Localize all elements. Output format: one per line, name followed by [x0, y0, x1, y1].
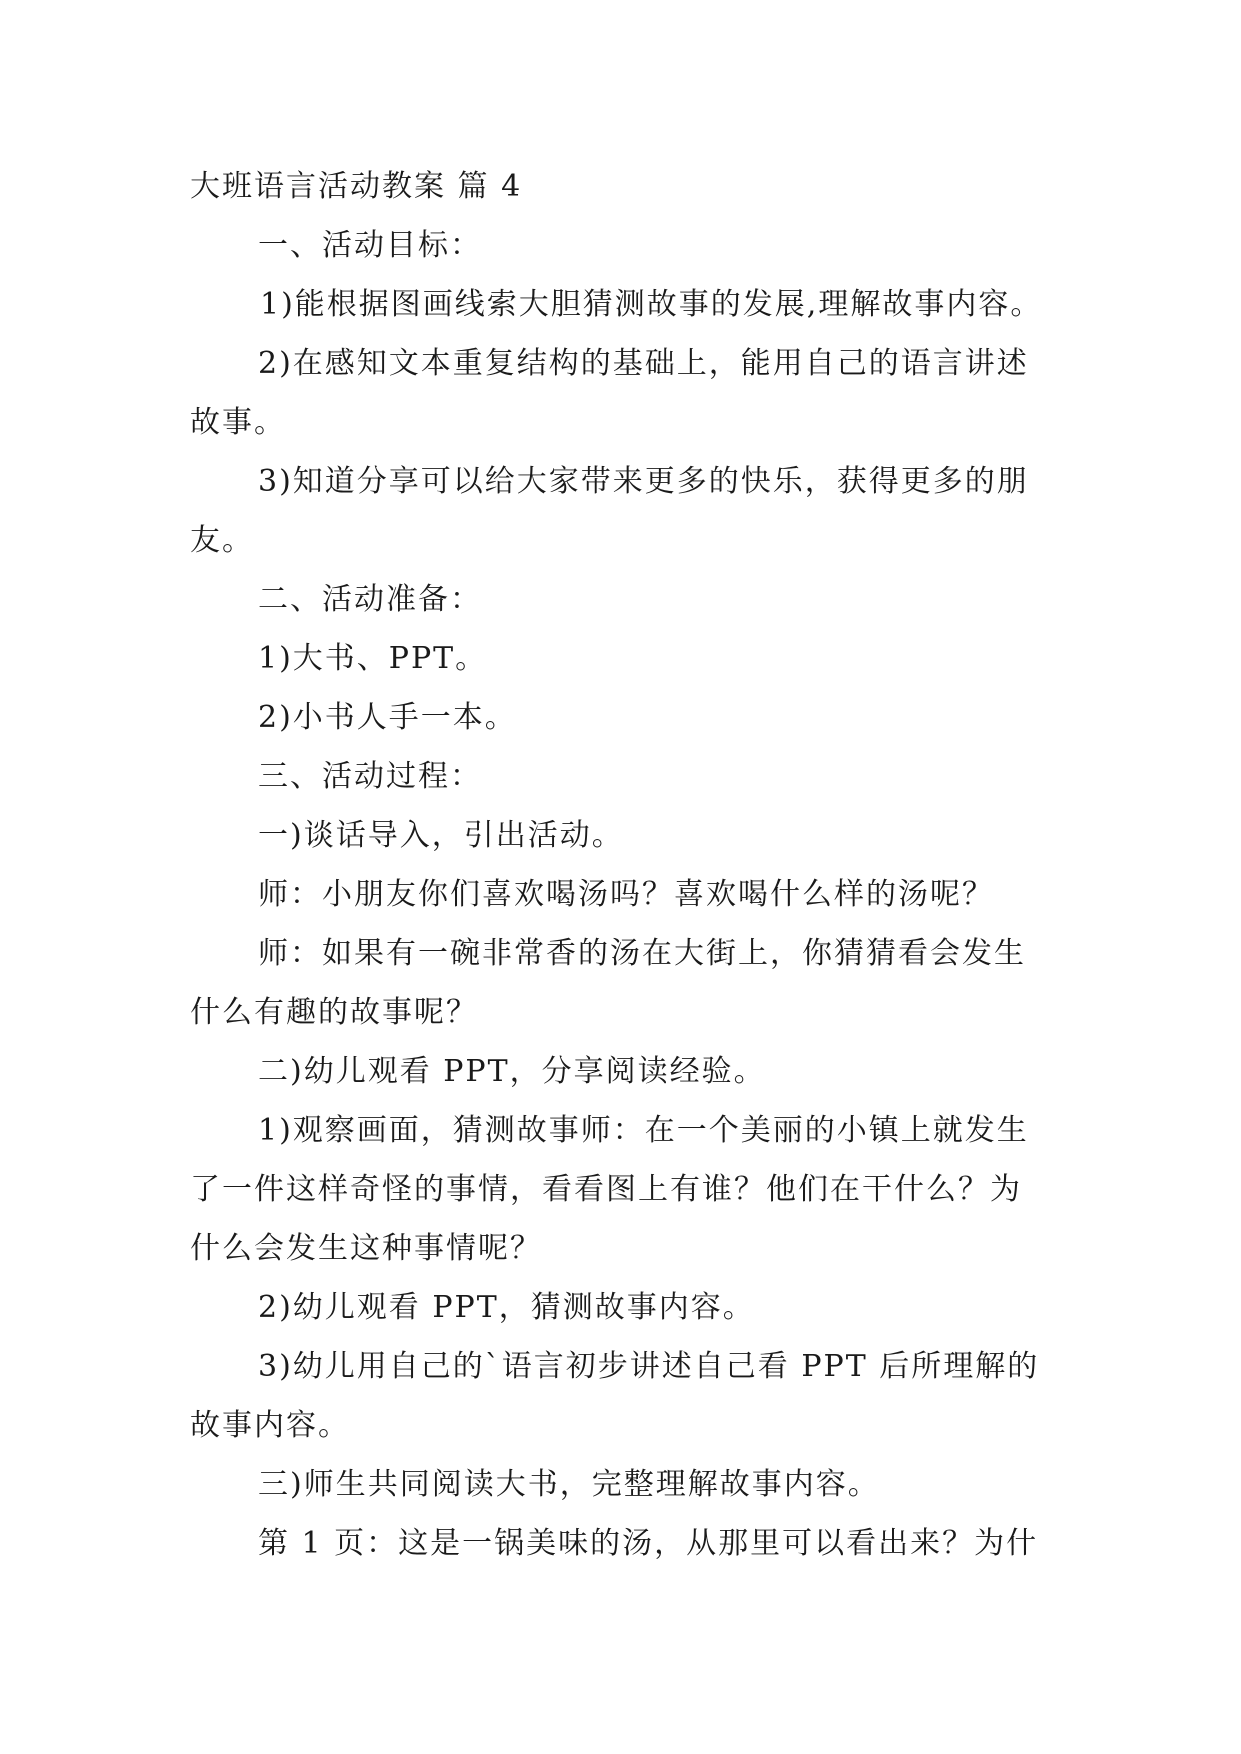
paragraph-line: 师：如果有一碗非常香的汤在大街上，你猜猜看会发生 [258, 936, 1026, 971]
subsection-heading: 三)师生共同阅读大书，完整理解故事内容。 [258, 1467, 880, 1502]
subsection-heading: 一)谈话导入，引出活动。 [258, 818, 624, 853]
section-heading: 三、活动过程： [258, 759, 482, 794]
paragraph-line: 1)能根据图画线索大胆猜测故事的发展,理解故事内容。 [260, 287, 1043, 322]
paragraph-line: 师：小朋友你们喜欢喝汤吗？喜欢喝什么样的汤呢？ [258, 877, 994, 912]
paragraph-line: 3)知道分享可以给大家带来更多的快乐，获得更多的朋 [258, 464, 1029, 499]
paragraph-line: 1)大书、PPT。 [258, 641, 488, 676]
paragraph-line: 故事。 [190, 405, 286, 440]
paragraph-line: 了一件这样奇怪的事情，看看图上有谁？他们在干什么？为 [190, 1172, 1022, 1207]
paragraph-line: 2)小书人手一本。 [258, 700, 517, 735]
subsection-heading: 二)幼儿观看 PPT，分享阅读经验。 [258, 1054, 766, 1089]
paragraph-line: 1)观察画面，猜测故事师：在一个美丽的小镇上就发生 [258, 1113, 1029, 1148]
document-title: 大班语言活动教案 篇 4 [190, 169, 523, 204]
paragraph-line: 什么会发生这种事情呢？ [190, 1231, 542, 1266]
paragraph-line: 3)幼儿用自己的`语言初步讲述自己看 PPT 后所理解的 [258, 1349, 1040, 1384]
paragraph-line: 故事内容。 [190, 1408, 350, 1443]
section-heading: 二、活动准备： [258, 582, 482, 617]
paragraph-line: 2)幼儿观看 PPT，猜测故事内容。 [258, 1290, 755, 1325]
section-heading: 一、活动目标： [258, 228, 482, 263]
paragraph-line: 2)在感知文本重复结构的基础上，能用自己的语言讲述 [258, 346, 1029, 381]
paragraph-line: 第 1 页：这是一锅美味的汤，从那里可以看出来？为什 [258, 1526, 1039, 1561]
paragraph-line: 友。 [190, 523, 254, 558]
paragraph-line: 什么有趣的故事呢？ [190, 995, 478, 1030]
